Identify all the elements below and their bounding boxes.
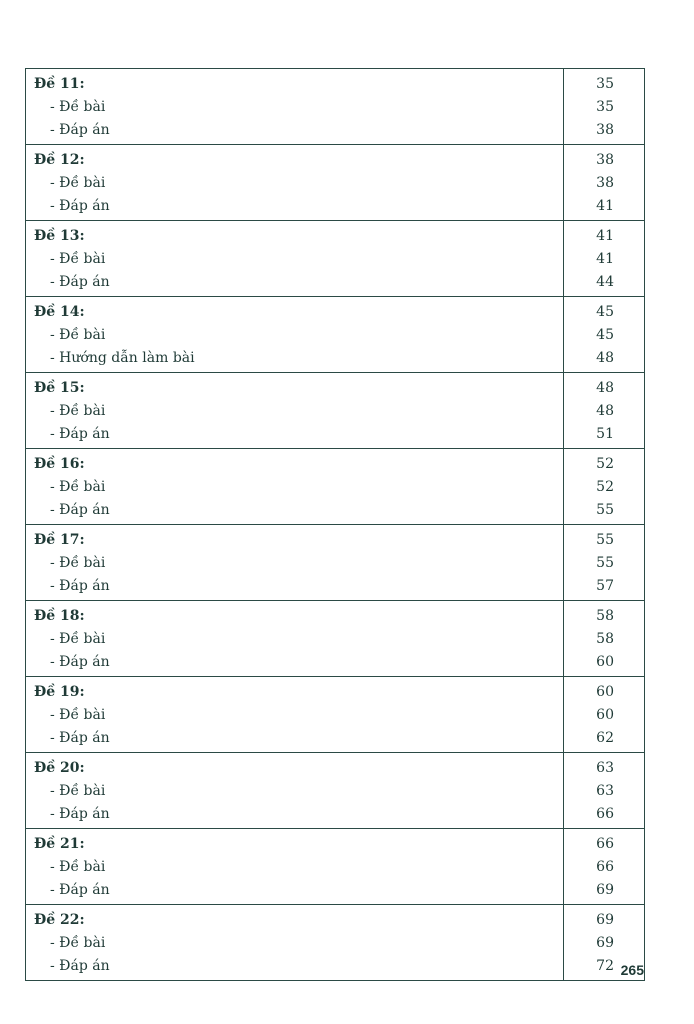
toc-section-page: 66: [596, 836, 614, 852]
toc-section: [26, 829, 645, 905]
toc-item-label: - Đáp án: [50, 122, 110, 138]
toc-item-page: 66: [596, 806, 614, 822]
toc-item-label: - Đề bài: [50, 251, 106, 267]
toc-section-page: 69: [596, 912, 614, 928]
toc-title-cell: [26, 69, 564, 145]
toc-page-cell: [564, 69, 645, 145]
toc-item-label: - Đáp án: [50, 274, 110, 290]
toc-page-cell: [564, 677, 645, 753]
toc-section: [26, 145, 645, 221]
toc-item-label: - Đáp án: [50, 882, 110, 898]
toc-title-cell: [26, 373, 564, 449]
toc-item-label: - Đề bài: [50, 555, 106, 571]
toc-section-title: Đề 11:: [34, 76, 85, 92]
toc-section: [26, 297, 645, 373]
toc-section-page: 45: [596, 304, 614, 320]
toc-item-page: 55: [596, 555, 614, 571]
toc-section-page: 60: [596, 684, 614, 700]
toc-item-page: 57: [596, 578, 614, 594]
toc-page-cell: [564, 753, 645, 829]
toc-page-cell: [564, 525, 645, 601]
toc-item-page: 58: [596, 631, 614, 647]
toc-item-page: 41: [596, 251, 614, 267]
toc-section: [26, 601, 645, 677]
toc-section-page: 55: [596, 532, 614, 548]
toc-body: [26, 69, 645, 981]
toc-section: [26, 905, 645, 981]
toc-title-cell: [26, 449, 564, 525]
toc-item-page: 35: [596, 99, 614, 115]
toc-section-title: Đề 13:: [34, 228, 85, 244]
toc-title-cell: [26, 829, 564, 905]
toc-section-page: 41: [596, 228, 614, 244]
toc-section-page: 52: [596, 456, 614, 472]
toc-item-label: - Đề bài: [50, 479, 106, 495]
toc-item-page: 41: [596, 198, 614, 214]
toc-item-page: 51: [596, 426, 614, 442]
toc-section: [26, 221, 645, 297]
toc-item-label: - Đề bài: [50, 403, 106, 419]
toc-section-page: 38: [596, 152, 614, 168]
toc-page-cell: [564, 221, 645, 297]
toc-item-label: - Đề bài: [50, 99, 106, 115]
toc-item-label: - Đáp án: [50, 654, 110, 670]
toc-item-label: - Đáp án: [50, 730, 110, 746]
toc-item-label: - Đáp án: [50, 502, 110, 518]
toc-item-label: - Hướng dẫn làm bài: [50, 350, 195, 366]
toc-section: [26, 525, 645, 601]
toc-section-title: Đề 16:: [34, 456, 85, 472]
toc-section-title: Đề 21:: [34, 836, 85, 852]
toc-item-label: - Đề bài: [50, 783, 106, 799]
toc-section-page: 35: [596, 76, 614, 92]
toc-section-title: Đề 22:: [34, 912, 85, 928]
toc-item-page: 69: [596, 882, 614, 898]
toc-item-label: - Đáp án: [50, 426, 110, 442]
toc-title-cell: [26, 525, 564, 601]
toc-section: [26, 753, 645, 829]
toc-title-cell: [26, 145, 564, 221]
toc-item-label: - Đề bài: [50, 327, 106, 343]
table-of-contents: [25, 68, 645, 981]
toc-item-label: - Đề bài: [50, 175, 106, 191]
toc-section-title: Đề 17:: [34, 532, 85, 548]
toc-item-page: 63: [596, 783, 614, 799]
toc-item-page: 66: [596, 859, 614, 875]
toc-item-page: 60: [596, 707, 614, 723]
page-number: 265: [620, 962, 644, 978]
toc-section-title: Đề 14:: [34, 304, 85, 320]
toc-item-page: 72: [596, 958, 614, 974]
toc-item-page: 45: [596, 327, 614, 343]
toc-title-cell: [26, 753, 564, 829]
toc-item-page: 38: [596, 175, 614, 191]
toc-item-label: - Đáp án: [50, 806, 110, 822]
toc-item-label: - Đáp án: [50, 198, 110, 214]
toc-item-page: 52: [596, 479, 614, 495]
toc-section: [26, 69, 645, 145]
toc-item-page: 69: [596, 935, 614, 951]
toc-section-page: 58: [596, 608, 614, 624]
toc-title-cell: [26, 905, 564, 981]
toc-page-cell: [564, 601, 645, 677]
toc-item-page: 44: [596, 274, 614, 290]
toc-item-label: - Đề bài: [50, 859, 106, 875]
toc-section-title: Đề 20:: [34, 760, 85, 776]
toc-page-cell: [564, 297, 645, 373]
toc-section-title: Đề 15:: [34, 380, 85, 396]
toc-page-cell: [564, 373, 645, 449]
toc-item-label: - Đề bài: [50, 707, 106, 723]
toc-section-title: Đề 12:: [34, 152, 85, 168]
toc-section: [26, 449, 645, 525]
toc-section-title: Đề 19:: [34, 684, 85, 700]
toc-section-page: 63: [596, 760, 614, 776]
toc-item-page: 62: [596, 730, 614, 746]
toc-title-cell: [26, 601, 564, 677]
toc-section: [26, 677, 645, 753]
toc-item-page: 60: [596, 654, 614, 670]
toc-page-cell: [564, 829, 645, 905]
toc-item-label: - Đáp án: [50, 958, 110, 974]
toc-section-page: 48: [596, 380, 614, 396]
toc-item-page: 55: [596, 502, 614, 518]
toc-title-cell: [26, 677, 564, 753]
toc-page-cell: [564, 449, 645, 525]
toc-item-page: 48: [596, 403, 614, 419]
toc-item-label: - Đáp án: [50, 578, 110, 594]
toc-title-cell: [26, 297, 564, 373]
toc-section-title: Đề 18:: [34, 608, 85, 624]
toc-section: [26, 373, 645, 449]
toc-item-page: 48: [596, 350, 614, 366]
toc-item-label: - Đề bài: [50, 631, 106, 647]
toc-item-page: 38: [596, 122, 614, 138]
toc-page-cell: [564, 145, 645, 221]
toc-item-label: - Đề bài: [50, 935, 106, 951]
toc-title-cell: [26, 221, 564, 297]
